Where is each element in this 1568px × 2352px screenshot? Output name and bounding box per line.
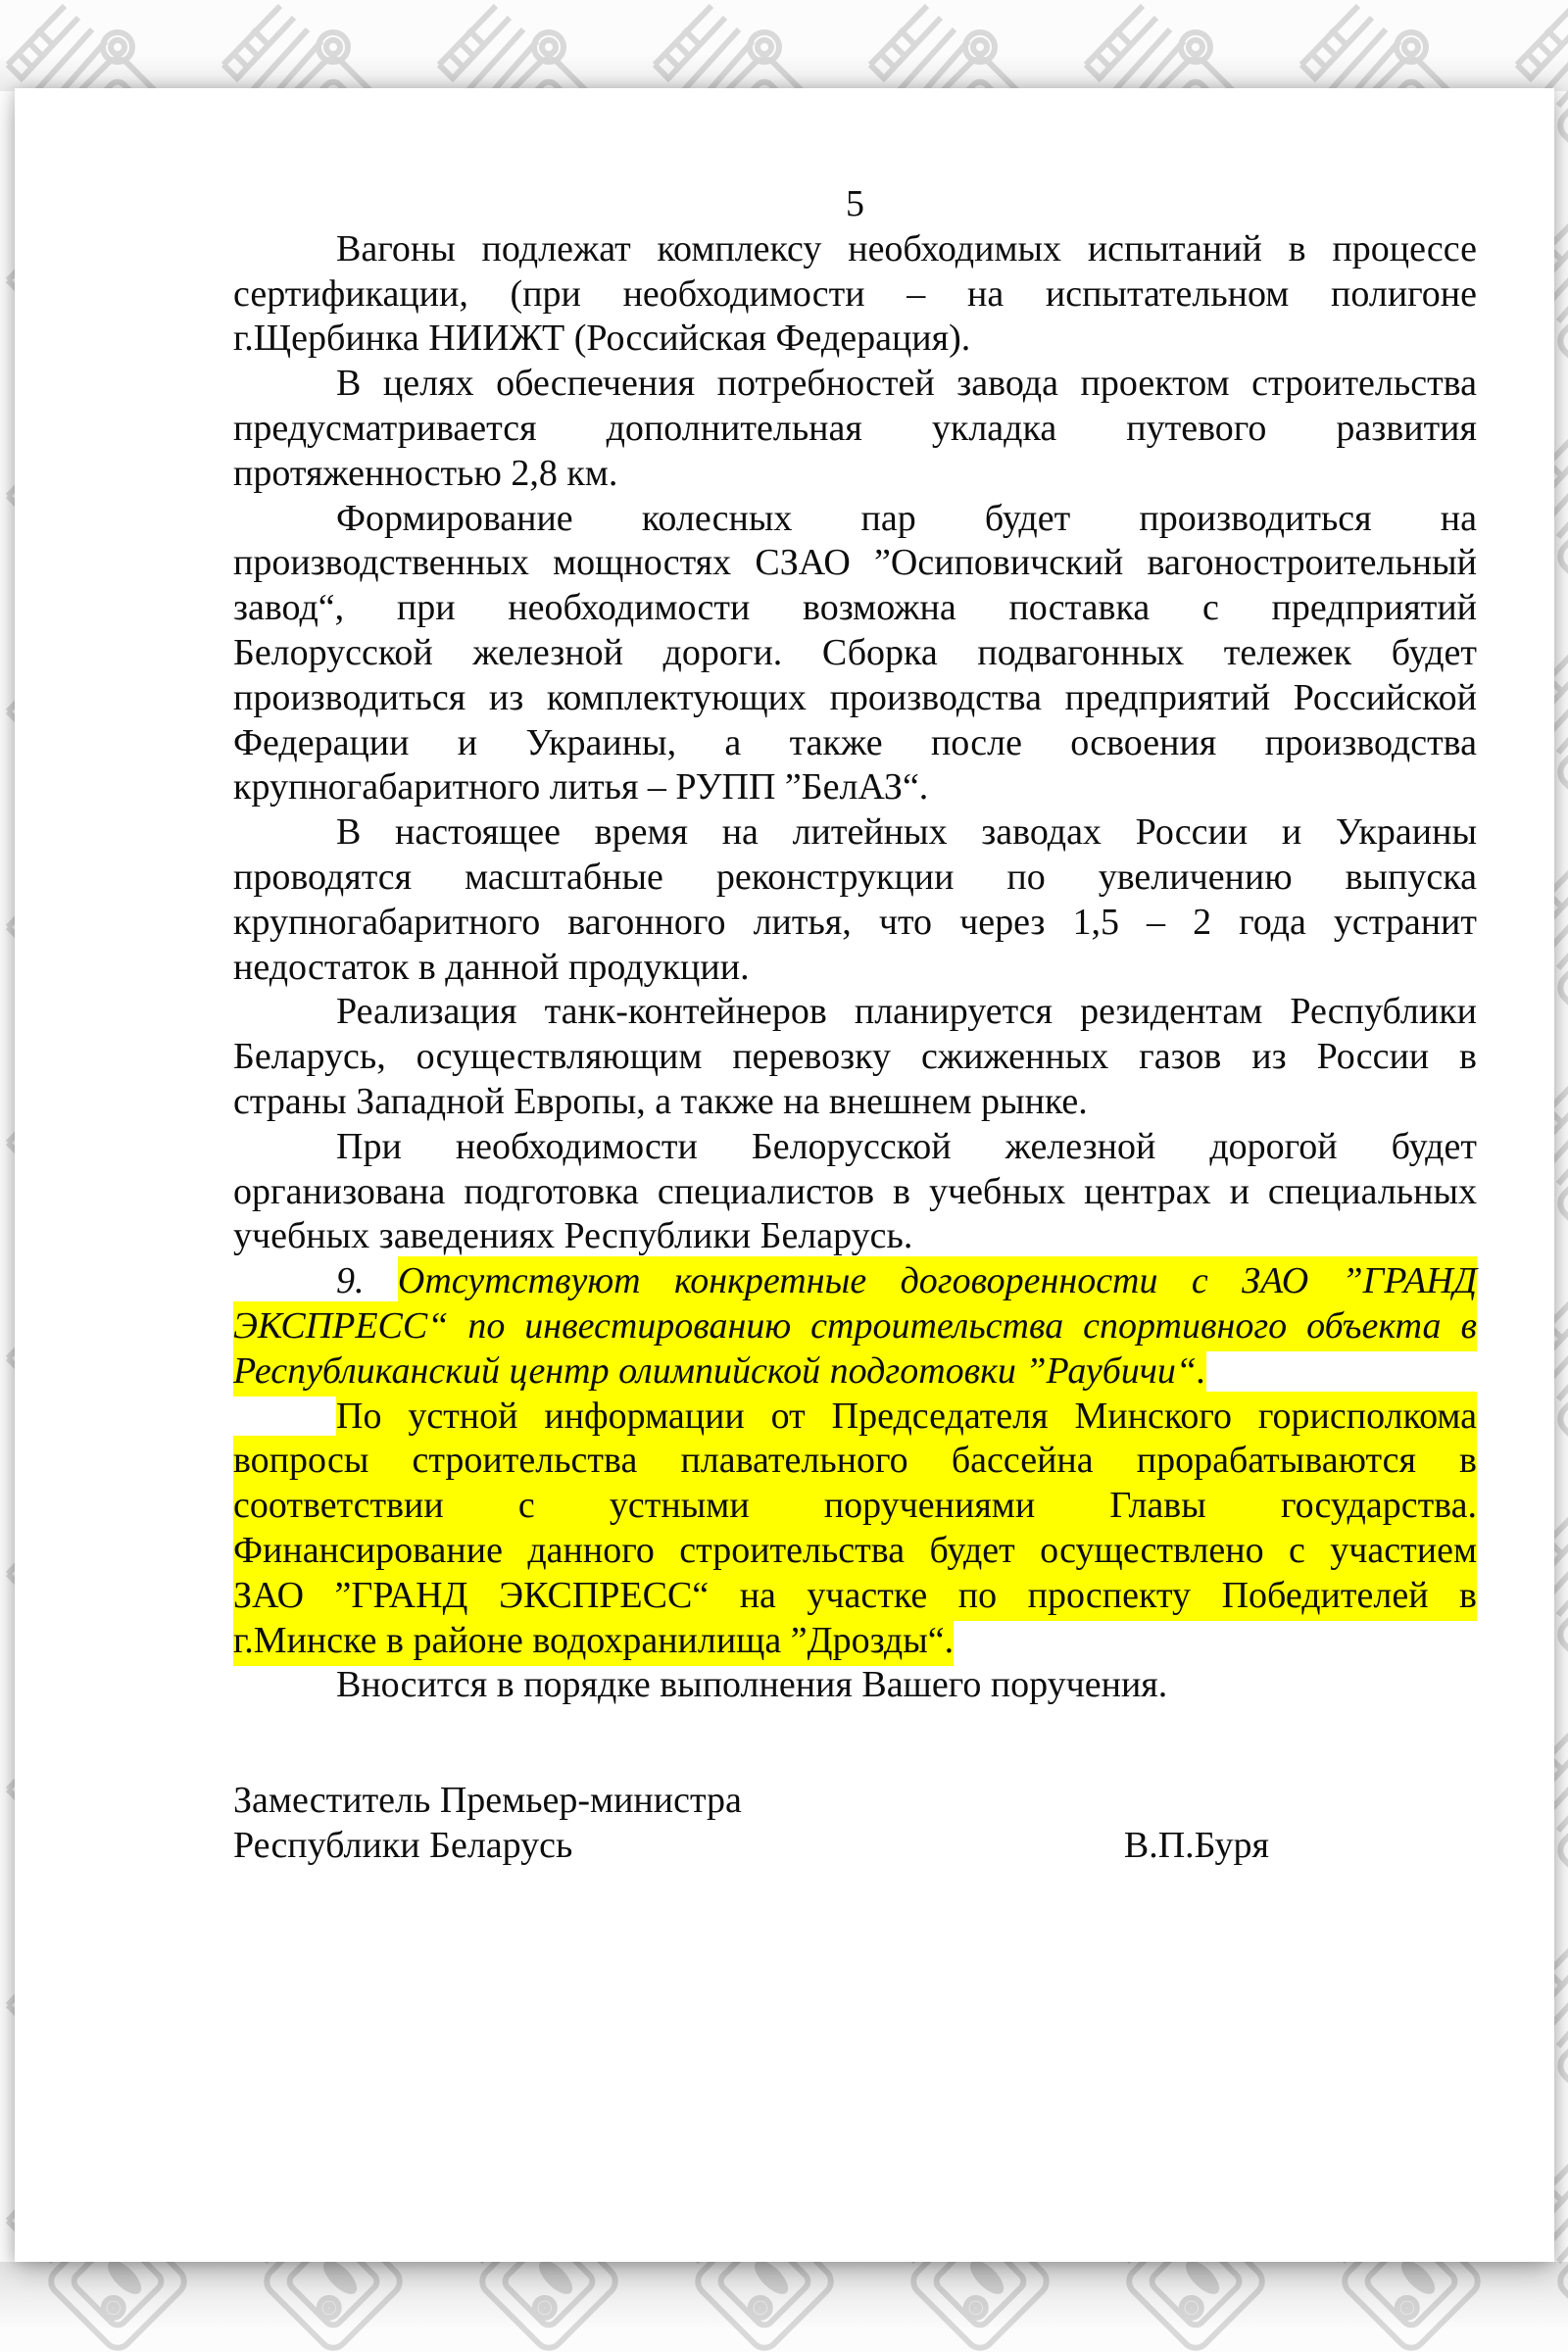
backdrop-shade-top	[0, 54, 1568, 91]
document-line	[233, 1304, 1477, 1349]
document-line	[233, 1529, 1477, 1574]
page-number: 5	[846, 183, 864, 224]
highlighted-text: ЗАО ”ГРАНД ЭКСПРЕСС“ на участке по проспекту Победителей в	[233, 1571, 1477, 1621]
document-line	[233, 946, 1477, 991]
document-line	[233, 1439, 1477, 1484]
document-line	[233, 452, 1477, 497]
highlighted-text: вопросы строительства плавательного бассейна прорабатываются в	[233, 1436, 1477, 1486]
text-segment: предусматривается дополнительная укладка путевого развития	[233, 407, 1477, 449]
signature-block	[233, 1779, 1477, 1869]
document-line	[233, 990, 1477, 1035]
signature-name: В.П.Буря	[1123, 1824, 1269, 1866]
text-segment: недостаток в данной продукции.	[233, 946, 750, 988]
text-segment: завод“, при необходимости возможна поставка с предприятий	[233, 587, 1477, 629]
highlighted-text: соответствии с устными поручениями Главы государства.	[233, 1481, 1477, 1531]
text-segment: В целях обеспечения потребностей завода проектом строительства	[336, 363, 1477, 405]
document-line	[233, 810, 1477, 856]
text-segment: Вносится в порядке выполнения Вашего поручения.	[336, 1664, 1168, 1706]
text-segment: В настоящее время на литейных заводах России и Украины	[336, 811, 1477, 854]
document-line	[233, 586, 1477, 631]
highlighted-text: г.Минске в районе водохранилища ”Дрозды“.	[233, 1616, 954, 1666]
text-segment: 9.	[336, 1260, 398, 1302]
document-line	[233, 901, 1477, 946]
document-line	[233, 272, 1477, 318]
text-segment: Белорусской железной дороги. Сборка подвагонных тележек будет	[233, 631, 1477, 673]
text-segment: Вагоны подлежат комплексу необходимых испытаний в процессе	[336, 227, 1477, 270]
highlighted-text: Отсутствуют конкретные договоренности с ЗАО ”ГРАНД	[398, 1256, 1477, 1306]
document-line	[233, 1080, 1477, 1125]
text-segment: проводятся масштабные реконструкции по увеличению выпуска	[233, 856, 1477, 898]
document-line	[233, 1663, 1477, 1708]
highlighted-text: Финансирование данного строительства будет осуществлено с участием	[233, 1526, 1477, 1576]
document-line	[233, 497, 1477, 542]
document-line	[233, 1170, 1477, 1215]
signature-position-line1: Заместитель Премьер-министра	[233, 1780, 742, 1822]
document-line	[233, 1214, 1477, 1259]
text-segment: Федерации и Украины, а также после освоения производства	[233, 721, 1477, 763]
document-line	[233, 1619, 1477, 1664]
document-line	[233, 676, 1477, 721]
text-segment: Реализация танк-контейнеров планируется резидентам Республики	[336, 991, 1477, 1033]
text-segment: страны Западной Европы, а также на внешнем рынке.	[233, 1080, 1088, 1122]
text-segment: Формирование колесных пар будет производиться на	[336, 497, 1477, 539]
document-line	[233, 721, 1477, 766]
text-segment: При необходимости Белорусской железной дорогой будет	[336, 1125, 1477, 1167]
document-line	[233, 631, 1477, 676]
signature-position	[233, 1779, 742, 1869]
backdrop-shade-bottom	[0, 2262, 1568, 2330]
document-line	[233, 856, 1477, 901]
document-line	[233, 765, 1477, 810]
highlighted-text: По устной информации от Председателя Минского горисполкома	[336, 1392, 1477, 1442]
document-line	[233, 1259, 1477, 1304]
document-line	[233, 407, 1477, 452]
text-segment: организована подготовка специалистов в учебных центрах и специальных	[233, 1170, 1477, 1212]
document-line	[233, 317, 1477, 362]
document-line	[233, 1484, 1477, 1529]
text-segment: производственных мощностях СЗАО ”Осиповичский вагоностроительный	[233, 542, 1477, 584]
document-line	[233, 541, 1477, 586]
document-line	[233, 1349, 1477, 1395]
document-line	[233, 1035, 1477, 1080]
document-line	[233, 1574, 1477, 1619]
text-segment: производиться из комплектующих производства предприятий Российской	[233, 676, 1477, 718]
text-segment: крупногабаритного вагонного литья, что через 1,5 – 2 года устранит	[233, 901, 1477, 943]
text-segment: г.Щербинка НИИЖТ (Российская Федерация).	[233, 318, 971, 360]
document-line	[233, 362, 1477, 407]
text-segment: сертификации, (при необходимости – на испытательном полигоне	[233, 272, 1477, 315]
highlighted-text: ЭКСПРЕСС“ по инвестированию строительства спортивного объекта в	[233, 1301, 1477, 1351]
document-body	[233, 227, 1477, 1708]
document-page	[15, 88, 1554, 2262]
document-line	[233, 227, 1477, 272]
text-segment: учебных заведениях Республики Беларусь.	[233, 1215, 913, 1257]
highlighted-text: Республиканский центр олимпийской подготовки ”Раубичи“.	[233, 1347, 1206, 1396]
text-segment: протяженностью 2,8 км.	[233, 452, 618, 494]
text-segment: Беларусь, осуществляющим перевозку сжиженных газов из России в	[233, 1036, 1477, 1078]
document-line	[233, 1395, 1477, 1440]
text-segment: крупногабаритного литья – РУПП ”БелАЗ“.	[233, 766, 929, 808]
signature-position-line2: Республики Беларусь	[233, 1824, 573, 1866]
document-line	[233, 1125, 1477, 1170]
